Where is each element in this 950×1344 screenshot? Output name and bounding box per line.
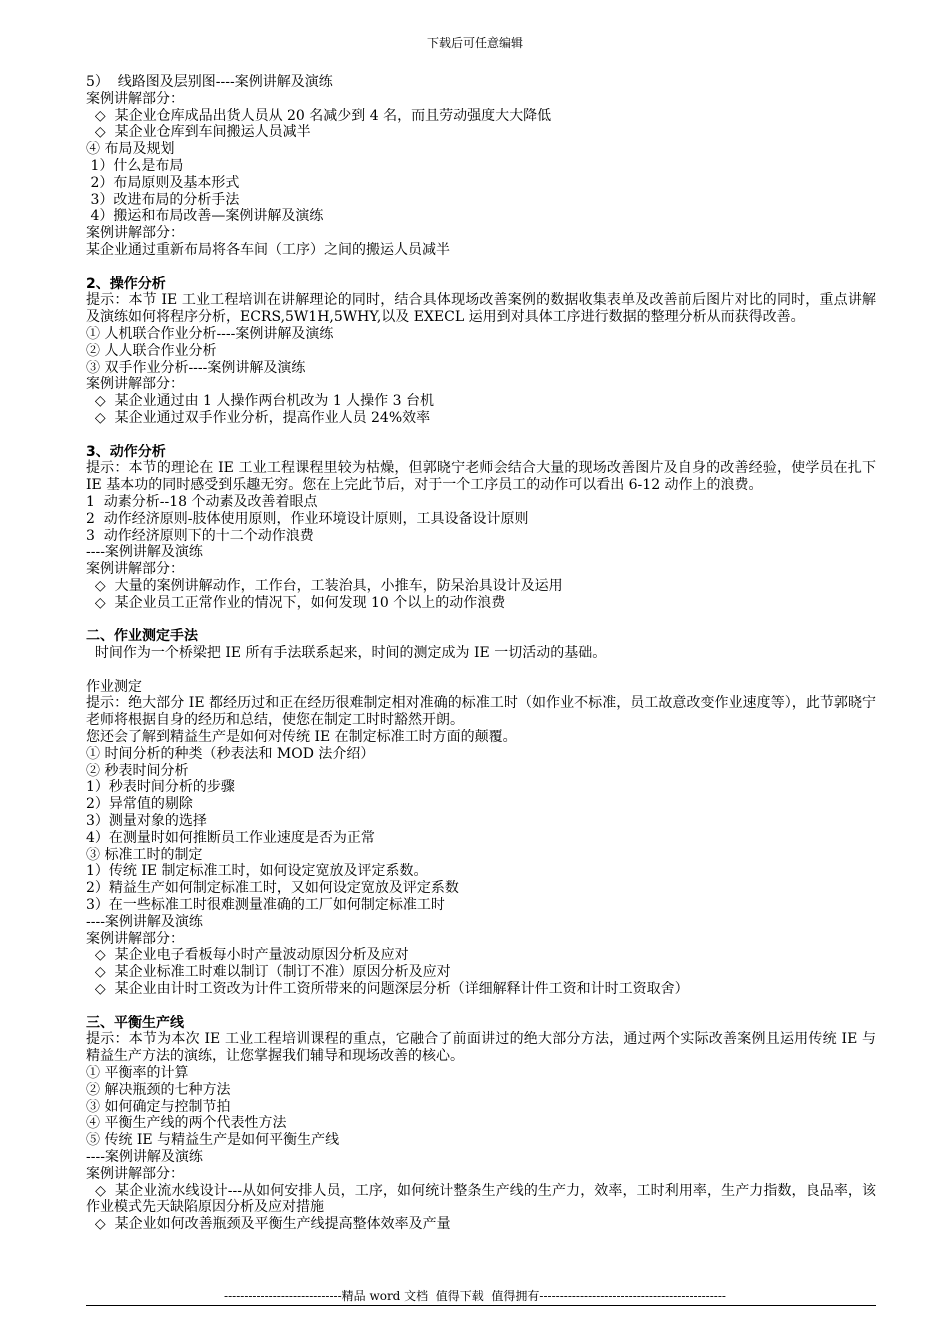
text-line: ----案例讲解及演练 <box>86 544 203 561</box>
blank-line <box>86 998 876 1015</box>
text-line: 3 动作经济原则下的十二个动作浪费 <box>86 527 314 544</box>
text-line: ◇ 某企业电子看板每小时产量波动原因分析及应对 <box>86 947 409 964</box>
paragraph: 提示：本节 IE 工业工程培训在讲解理论的同时，结合具体现场改善案例的数据收集表单及改善前后图片对比的同时，重点讲解及演练如何将程序分析，ECRS,5W1H,5WHY,以及 EXECL 运用到对具体工序进行数据的整理分析从而获得改善。 <box>86 292 876 326</box>
section-heading: 二、作业测定手法 <box>86 628 198 645</box>
text-line: 3）在一些标准工时很难测量准确的工厂如何制定标准工时 <box>86 897 445 914</box>
text-line: 2 动作经济原则-肢体使用原则，作业环境设计原则，工具设备设计原则 <box>86 510 529 527</box>
text-line: ◇ 某企业如何改善瓶颈及平衡生产线提高整体效率及产量 <box>86 1216 451 1233</box>
text-line: 1）秒表时间分析的步骤 <box>86 779 235 796</box>
text-line: 某企业通过重新布局将各车间（工序）之间的搬运人员减半 <box>86 241 450 258</box>
text-line: ② 解决瓶颈的七种方法 <box>86 1081 231 1098</box>
text-line: ② 秒表时间分析 <box>86 762 189 779</box>
text-line: ④ 平衡生产线的两个代表性方法 <box>86 1115 287 1132</box>
footer-rule <box>86 1305 876 1306</box>
text-line: ◇ 某企业员工正常作业的情况下，如何发现 10 个以上的动作浪费 <box>86 594 506 611</box>
text-line: ◇ 某企业通过由 1 人操作两台机改为 1 人操作 3 台机 <box>86 393 434 410</box>
page-header: 下载后可任意编辑 <box>426 36 523 50</box>
text-line: ① 时间分析的种类（秒表法和 MOD 法介绍） <box>86 745 375 762</box>
document-body <box>86 74 881 1233</box>
text-line: ③ 双手作业分析----案例讲解及演练 <box>86 359 306 376</box>
text-line: ◇ 大量的案例讲解动作，工作台，工装治具，小推车，防呆治具设计及运用 <box>86 577 563 594</box>
text-line: ⑤ 传统 IE 与精益生产是如何平衡生产线 <box>86 1132 340 1149</box>
text-line: 2）异常值的剔除 <box>86 796 193 813</box>
text-line: 案例讲解部分： <box>86 561 184 578</box>
blank-line <box>86 259 876 276</box>
paragraph: ◇ 某企业流水线设计---从如何安排人员，工序，如何统计整条生产线的生产力，效率，工时利用率，生产力指数，良品率，该作业模式先天缺陷原因分析及应对措施 <box>86 1182 877 1216</box>
text-line: 案例讲解部分： <box>86 930 184 947</box>
text-line: ③ 标准工时的制定 <box>86 846 203 863</box>
text-line: 案例讲解部分： <box>86 225 184 242</box>
section-heading: 2、操作分析 <box>86 275 166 292</box>
text-line: 1）什么是布局 <box>86 157 184 174</box>
blank-line <box>86 427 876 444</box>
text-line: 案例讲解部分： <box>86 1165 184 1182</box>
text-line: 5） 线路图及层别图----案例讲解及演练 <box>86 74 333 90</box>
text-line: ① 人机联合作业分析----案例讲解及演练 <box>86 325 334 342</box>
text-line: 4）在测量时如何推断员工作业速度是否为正常 <box>86 829 375 846</box>
text-line: 案例讲解部分： <box>86 376 184 393</box>
text-line: 时间作为一个桥梁把 IE 所有手法联系起来，时间的测定成为 IE 一切活动的基础。 <box>86 645 607 662</box>
text-line: ◇ 某企业仓库成品出货人员从 20 名减少到 4 名，而且劳动强度大大降低 <box>86 107 552 124</box>
text-line: ④ 布局及规划 <box>86 141 175 158</box>
text-line: ③ 如何确定与控制节拍 <box>86 1098 231 1115</box>
text-line: ◇ 某企业通过双手作业分析，提高作业人员 24%效率 <box>86 409 431 426</box>
paragraph: 提示：本节的理论在 IE 工业工程课程里较为枯燥，但郭晓宁老师会结合大量的现场改善图片及自身的改善经验，使学员在扎下 IE 基本功的同时感受到乐趣无穷。您在上完此节后，对于一个工序员工的动作可以看出 6-12 动作上的浪费。 <box>86 460 881 494</box>
section-heading: 三、平衡生产线 <box>86 1014 184 1031</box>
text-line: ① 平衡率的计算 <box>86 1065 189 1082</box>
text-line: ----案例讲解及演练 <box>86 913 203 930</box>
blank-line <box>86 662 876 679</box>
text-line: 1 动素分析--18 个动素及改善着眼点 <box>86 493 318 510</box>
paragraph: 提示：本节为本次 IE 工业工程培训课程的重点，它融合了前面讲过的绝大部分方法，通过两个实际改善案例且运用传统 IE 与精益生产方法的演练，让您掌握我们辅导和现场改善的核心。 <box>86 1031 876 1065</box>
text-line: ② 人人联合作业分析 <box>86 342 217 359</box>
text-line: 2）精益生产如何制定标准工时，又如何设定宽放及评定系数 <box>86 880 459 897</box>
text-line: 3）改进布局的分析手法 <box>86 191 240 208</box>
text-line: ----案例讲解及演练 <box>86 1149 203 1165</box>
text-line: ◇ 某企业仓库到车间搬运人员减半 <box>86 124 311 141</box>
text-line: 2）布局原则及基本形式 <box>86 174 240 191</box>
paragraph: 提示：绝大部分 IE 都经历过和正在经历很难制定相对准确的标准工时（如作业不标准，员工故意改变作业速度等），此节郭晓宁老师将根据自身的经历和总结，使您在制定工时时豁然开朗。 <box>86 695 876 729</box>
blank-line <box>86 612 876 629</box>
text-line: 您还会了解到精益生产是如何对传统 IE 在制定标准工时方面的颠覆。 <box>86 729 517 746</box>
text-line: 案例讲解部分： <box>86 90 184 107</box>
text-line: ◇ 某企业标准工时难以制订（制订不准）原因分析及应对 <box>86 964 451 981</box>
text-line: ◇ 某企业由计时工资改为计件工资所带来的问题深层分析（详细解释计件工资和计时工资取舍） <box>86 981 689 998</box>
text-line: 4）搬运和布局改善—案例讲解及演练 <box>86 208 324 225</box>
text-line: 作业测定 <box>86 678 142 695</box>
text-line: 1）传统 IE 制定标准工时，如何设定宽放及评定系数。 <box>86 863 428 880</box>
section-heading: 3、动作分析 <box>86 443 166 460</box>
text-line: 3）测量对象的选择 <box>86 813 207 830</box>
page-footer: -----------------------------精品 word 文档 值得下载 值得拥有---------------------------------------------- <box>224 1289 726 1303</box>
